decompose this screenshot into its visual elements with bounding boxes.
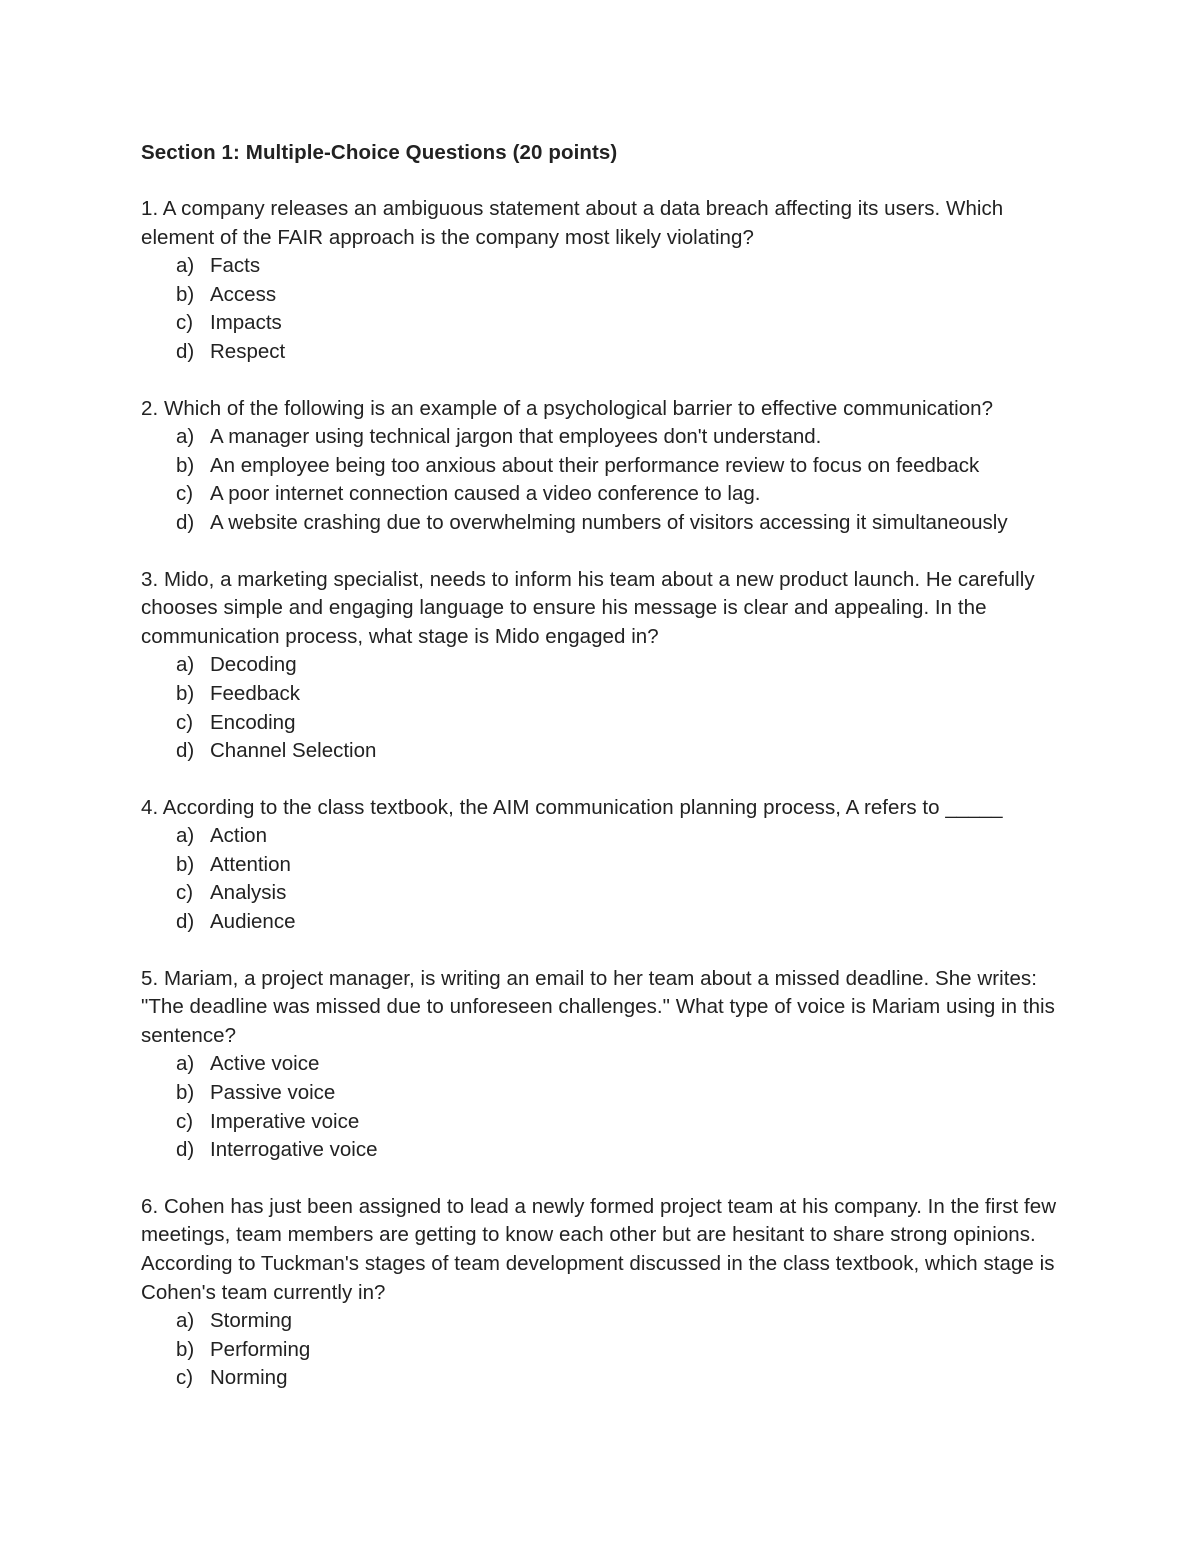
- option-item: [141, 1108, 1071, 1137]
- option-text: Facts: [210, 254, 261, 278]
- option-item: [141, 252, 1071, 281]
- option-text: Norming: [210, 1366, 288, 1390]
- option-letter: b): [176, 1081, 195, 1105]
- option-letter: d): [176, 1138, 195, 1162]
- option-letter: d): [176, 510, 195, 534]
- option-letter: b): [176, 453, 195, 477]
- option-item: [141, 651, 1071, 680]
- option-list: [141, 651, 1071, 765]
- option-text: Performing: [210, 1337, 311, 1361]
- option-text: Respect: [210, 339, 286, 363]
- option-letter: b): [176, 852, 195, 876]
- option-text: Channel Selection: [210, 739, 377, 763]
- question-4: [141, 794, 1071, 937]
- option-list: [141, 822, 1071, 936]
- option-letter: c): [176, 482, 194, 506]
- option-letter: c): [176, 1366, 194, 1390]
- option-item: [141, 851, 1071, 880]
- question-text: 2. Which of the following is an example of a psychological barrier to effective communication?: [141, 396, 994, 420]
- option-item: [141, 680, 1071, 709]
- question-text: 6. Cohen has just been assigned to lead a newly formed project team at his company. In the first few meetings, team members are getting to know each other but are hesitant to share strong opinions. According to Tuckman's stages of team development discussed in the class textbook, which stage is Cohen's team currently in?: [141, 1194, 1057, 1304]
- option-item: [141, 480, 1071, 509]
- option-text: A website crashing due to overwhelming numbers of visitors accessing it simultaneously: [210, 510, 1008, 534]
- option-text: An employee being too anxious about their performance review to focus on feedback: [210, 453, 980, 477]
- option-letter: a): [176, 425, 195, 449]
- option-letter: d): [176, 739, 195, 763]
- question-2: [141, 395, 1071, 538]
- option-letter: d): [176, 910, 195, 934]
- option-item: [141, 309, 1071, 338]
- option-letter: b): [176, 681, 195, 705]
- option-list: [141, 423, 1071, 537]
- option-text: Interrogative voice: [210, 1138, 378, 1162]
- option-item: [141, 509, 1071, 538]
- option-item: [141, 908, 1071, 937]
- option-letter: c): [176, 881, 194, 905]
- question-1: [141, 195, 1071, 367]
- option-text: Action: [210, 824, 267, 848]
- section-title: Section 1: Multiple-Choice Questions (20 points): [141, 141, 618, 164]
- option-item: [141, 709, 1071, 738]
- question-6: [141, 1193, 1071, 1393]
- option-letter: a): [176, 653, 195, 677]
- option-item: [141, 281, 1071, 310]
- option-text: Feedback: [210, 681, 301, 705]
- option-item: [141, 737, 1071, 766]
- option-item: [141, 452, 1071, 481]
- option-text: Decoding: [210, 653, 297, 677]
- option-text: Storming: [210, 1309, 293, 1333]
- option-text: A manager using technical jargon that employees don't understand.: [210, 425, 822, 449]
- option-letter: a): [176, 824, 195, 848]
- question-3: [141, 566, 1071, 766]
- option-item: [141, 423, 1071, 452]
- option-letter: c): [176, 710, 194, 734]
- option-list: [141, 1307, 1071, 1393]
- option-letter: a): [176, 254, 195, 278]
- option-letter: c): [176, 1109, 194, 1133]
- option-list: [141, 1050, 1071, 1164]
- option-text: Impacts: [210, 311, 282, 335]
- option-text: Imperative voice: [210, 1109, 360, 1133]
- option-item: [141, 1050, 1071, 1079]
- option-letter: c): [176, 311, 194, 335]
- document-page: [141, 138, 1071, 1421]
- option-item: [141, 822, 1071, 851]
- option-item: [141, 338, 1071, 367]
- option-item: [141, 1307, 1071, 1336]
- option-item: [141, 879, 1071, 908]
- option-text: Encoding: [210, 710, 296, 734]
- question-text: 1. A company releases an ambiguous statement about a data breach affecting its users. Which element of the FAIR approach is the company most likely violating?: [141, 197, 1004, 249]
- question-5: [141, 965, 1071, 1165]
- option-list: [141, 252, 1071, 366]
- option-text: A poor internet connection caused a video conference to lag.: [210, 482, 761, 506]
- option-item: [141, 1336, 1071, 1365]
- question-text: 4. According to the class textbook, the AIM communication planning process, A refers to _____: [141, 795, 1003, 819]
- option-text: Attention: [210, 852, 291, 876]
- option-letter: d): [176, 339, 195, 363]
- question-text: 5. Mariam, a project manager, is writing an email to her team about a missed deadline. She writes: "The deadline was missed due to unforeseen challenges." What type of voice is Mariam using in this sentence?: [141, 966, 1055, 1047]
- option-letter: b): [176, 282, 195, 306]
- option-text: Audience: [210, 910, 296, 934]
- option-letter: a): [176, 1052, 195, 1076]
- option-text: Analysis: [210, 881, 287, 905]
- option-text: Passive voice: [210, 1081, 336, 1105]
- option-letter: a): [176, 1309, 195, 1333]
- question-text: 3. Mido, a marketing specialist, needs to inform his team about a new product launch. He carefully chooses simple and engaging language to ensure his message is clear and appealing. In the communication process, what stage is Mido engaged in?: [141, 567, 1035, 648]
- option-item: [141, 1079, 1071, 1108]
- option-item: [141, 1136, 1071, 1165]
- option-text: Access: [210, 282, 277, 306]
- option-text: Active voice: [210, 1052, 320, 1076]
- option-item: [141, 1364, 1071, 1393]
- option-letter: b): [176, 1337, 195, 1361]
